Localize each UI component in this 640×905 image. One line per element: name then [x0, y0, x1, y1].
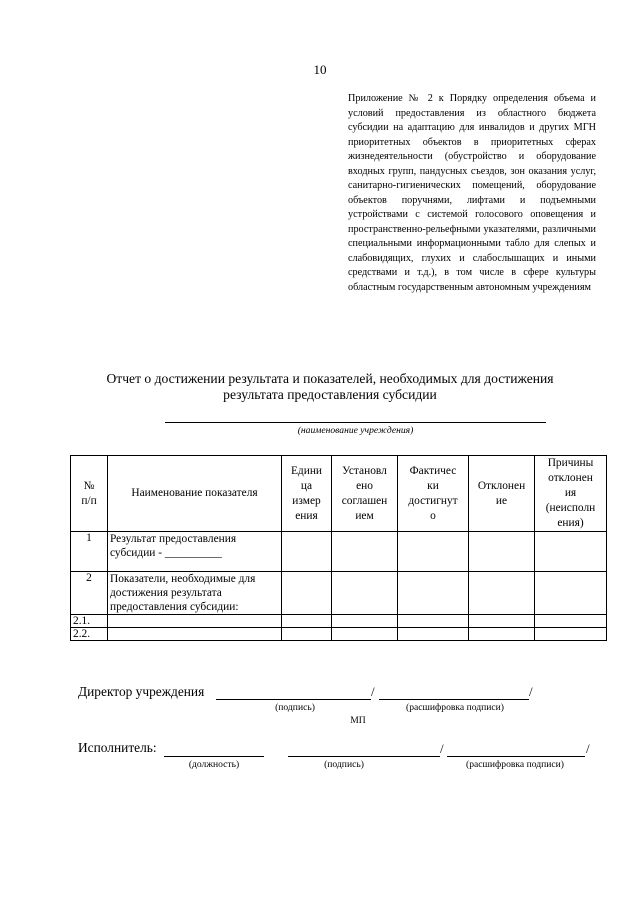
executor-decoding-line: [447, 756, 585, 757]
row-1-set: [332, 532, 398, 572]
executor-decoding-caption: (расшифровка подписи): [466, 759, 564, 770]
header-indicator: Наименование показателя: [108, 456, 282, 532]
director-slash-1: /: [371, 684, 375, 699]
row-1-num: 1: [71, 532, 108, 572]
header-actual: Фактичес ки достигнут о: [398, 456, 469, 532]
report-table: [70, 455, 607, 641]
row-2-2-deviation: [469, 628, 535, 641]
director-decoding-line: [379, 699, 529, 700]
report-title-line-2: результата предоставления субсидии: [223, 387, 437, 402]
director-slash-2: /: [529, 684, 533, 699]
row-2-2-name: [108, 628, 282, 641]
director-decoding-caption: (расшифровка подписи): [406, 702, 504, 713]
row-2-name: Показатели, необходимые для достижения результата предоставления субсидии:: [108, 572, 282, 615]
table-row: [71, 628, 607, 641]
row-2-2-actual: [398, 628, 469, 641]
executor-slash-1: /: [440, 741, 444, 756]
row-1-name: Результат предоставления субсидии - __________: [108, 532, 282, 572]
executor-signature-line: [288, 756, 440, 757]
header-reasons: Причины отклонен ия (неисполн ения): [535, 456, 607, 532]
row-2-deviation: [469, 572, 535, 615]
row-1-unit: [282, 532, 332, 572]
executor-slash-2: /: [586, 741, 590, 756]
row-2-actual: [398, 572, 469, 615]
header-set: Установл ено соглашен ием: [332, 456, 398, 532]
header-deviation: Отклонен ие: [469, 456, 535, 532]
director-label: Директор учреждения: [78, 684, 205, 699]
row-1-deviation: [469, 532, 535, 572]
executor-position-line: [164, 756, 264, 757]
header-unit: Едини ца измер ения: [282, 456, 332, 532]
row-2-2-num: 2.2.: [71, 628, 108, 641]
row-1-actual: [398, 532, 469, 572]
row-2-1-unit: [282, 615, 332, 628]
row-2-2-reasons: [535, 628, 607, 641]
stamp-label: МП: [350, 715, 366, 726]
row-2-2-unit: [282, 628, 332, 641]
table-row: [71, 615, 607, 628]
table-header-row: [71, 456, 607, 532]
row-2-2-set: [332, 628, 398, 641]
row-2-reasons: [535, 572, 607, 615]
executor-label: Исполнитель:: [78, 740, 157, 755]
row-1-reasons: [535, 532, 607, 572]
institution-name-line: [165, 422, 546, 423]
director-signature-caption: (подпись): [275, 702, 315, 713]
row-2-set: [332, 572, 398, 615]
row-2-1-reasons: [535, 615, 607, 628]
report-title-line-1: Отчет о достижении результата и показателей, необходимых для достижения: [106, 371, 554, 386]
row-2-1-num: 2.1.: [71, 615, 108, 628]
table-row: [71, 532, 607, 572]
row-2-1-actual: [398, 615, 469, 628]
institution-caption: (наименование учреждения): [297, 425, 414, 436]
executor-signature-caption: (подпись): [324, 759, 364, 770]
director-signature-line: [216, 699, 371, 700]
row-2-1-deviation: [469, 615, 535, 628]
row-2-1-set: [332, 615, 398, 628]
row-2-num: 2: [71, 572, 108, 615]
executor-position-caption: (должность): [188, 759, 240, 770]
appendix-note: Приложение № 2 к Порядку определения объема и условий предоставления из областного бюджета субсидии на адаптацию для инвалидов и других МГН приоритетных объектов в приоритетных сферах жизнедеятельности (обустройство и оборудование входных групп, пандусных съездов, зон оказания услуг, санитарно-гигиенических помещений, оборудование объектов поручнями, лифтами и подъемными устройствами с системой голосового оповещения и пространственно-рельефными указателями, различными специальными информационными табло для слепых и слабовидящих, глухих и слабослышащих и иными средствами и т.д.), в том числе в сфере культуры областным государственным автономным учреждениям: [348, 93, 596, 293]
header-num: № п/п: [71, 456, 108, 532]
table-row: [71, 572, 607, 615]
report-title: [60, 371, 600, 403]
row-2-1-name: [108, 615, 282, 628]
page-number: 10: [313, 62, 327, 77]
row-2-unit: [282, 572, 332, 615]
